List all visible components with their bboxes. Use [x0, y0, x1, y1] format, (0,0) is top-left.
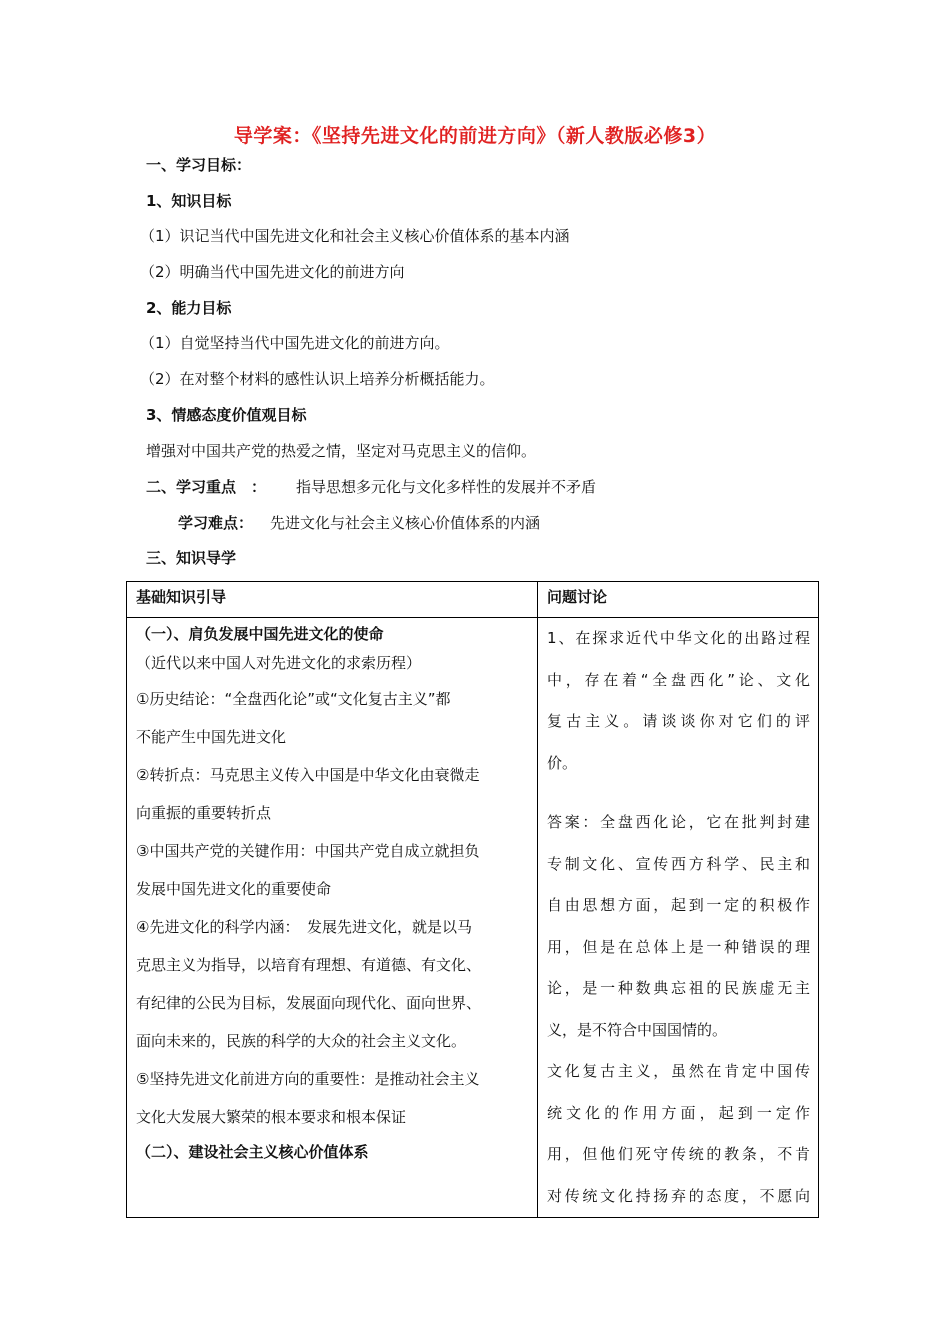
table-content-row — [127, 618, 819, 1218]
text-line: ⑤坚持先进文化前进方向的重要性：是推动社会主义 — [136, 1070, 480, 1088]
ability-item: （2）在对整个材料的感性认识上培养分析概括能力。 — [140, 370, 495, 388]
emotion-goal-heading: 3、情感态度价值观目标 — [146, 406, 307, 424]
answer-line: 义，是不符合中国国情的。 — [547, 1020, 728, 1039]
text-line: 有纪律的公民为目标，发展面向现代化、面向世界、 — [136, 994, 482, 1012]
header-discussion: 问题讨论 — [538, 582, 819, 618]
text-line: （近代以来中国人对先进文化的求索历程） — [136, 654, 422, 672]
text-line: ④先进文化的科学内涵： 发展先进文化，就是以马 — [136, 918, 472, 936]
question-line: 复古主义。请谈谈你对它们的评 — [547, 712, 810, 730]
table-header-row — [127, 582, 819, 618]
answer-line: 文化复古主义，虽然在肯定中国传 — [547, 1062, 810, 1080]
answer-line: 用，但他们死守传统的教条，不肯 — [547, 1145, 810, 1163]
text-line: ③中国共产党的关键作用：中国共产党自成立就担负 — [136, 842, 480, 860]
answer-line: 用，但是在总体上是一种错误的理 — [547, 937, 810, 956]
text-line: ②转折点：马克思主义传入中国是中华文化由衰微走 — [136, 766, 480, 784]
text-line: 克思主义为指导，以培育有理想、有道德、有文化、 — [136, 956, 482, 974]
difficulty-text: 先进文化与社会主义核心价值体系的内涵 — [270, 514, 541, 532]
text-line: 不能产生中国先进文化 — [136, 728, 287, 746]
basic-knowledge-cell — [127, 618, 538, 1218]
subsection-heading: （二）、建设社会主义核心价值体系 — [136, 1143, 369, 1161]
section-3-heading: 三、知识导学 — [146, 549, 237, 567]
text-line: 向重振的重要转折点 — [136, 804, 272, 822]
subsection-heading: （一）、肩负发展中国先进文化的使命 — [136, 625, 384, 643]
knowledge-goal-heading: 1、知识目标 — [146, 192, 232, 210]
answer-line: 论，是一种数典忘祖的民族虚无主 — [547, 979, 810, 997]
section-1-heading: 一、学习目标： — [146, 156, 252, 174]
answer-line: 对传统文化持扬弃的态度，不愿向 — [547, 1186, 810, 1205]
knowledge-item: （2）明确当代中国先进文化的前进方向 — [140, 263, 405, 281]
text-line: ①历史结论：“全盘西化论”或“文化复古主义”都 — [136, 690, 451, 708]
text-line: 发展中国先进文化的重要使命 — [136, 880, 332, 898]
question-line: 1、在探求近代中华文化的出路过程 — [547, 629, 810, 647]
ability-item: （1）自觉坚持当代中国先进文化的前进方向。 — [140, 334, 450, 352]
key-point-label: 二、学习重点 ： — [146, 478, 267, 496]
discussion-cell — [538, 618, 819, 1218]
knowledge-item: （1）识记当代中国先进文化和社会主义核心价值体系的基本内涵 — [140, 227, 570, 245]
spacer — [547, 784, 818, 802]
answer-line: 专制文化、宣传西方科学、民主和 — [547, 854, 810, 873]
text-line: 文化大发展大繁荣的根本要求和根本保证 — [136, 1108, 407, 1126]
difficulty-label: 学习难点： — [178, 514, 254, 532]
header-basic-knowledge: 基础知识引导 — [127, 582, 538, 618]
answer-line: 答案：全盘西化论，它在批判封建 — [547, 813, 810, 831]
knowledge-guide-table — [126, 581, 819, 1218]
emotion-goal-text: 增强对中国共产党的热爱之情，坚定对马克思主义的信仰。 — [146, 442, 537, 460]
key-point-text: 指导思想多元化与文化多样性的发展并不矛盾 — [296, 478, 597, 496]
document-title: 导学案：《坚持先进文化的前进方向》（新人教版必修3） — [233, 125, 717, 147]
question-line: 中，存在着“全盘西化”论、文化 — [547, 670, 810, 689]
answer-line: 统文化的作用方面，起到一定作 — [547, 1103, 810, 1122]
answer-line: 自由思想方面，起到一定的积极作 — [547, 896, 810, 914]
question-line: 价。 — [547, 753, 578, 772]
ability-goal-heading: 2、能力目标 — [146, 299, 232, 317]
text-line: 面向未来的，民族的科学的大众的社会主义文化。 — [136, 1032, 467, 1050]
